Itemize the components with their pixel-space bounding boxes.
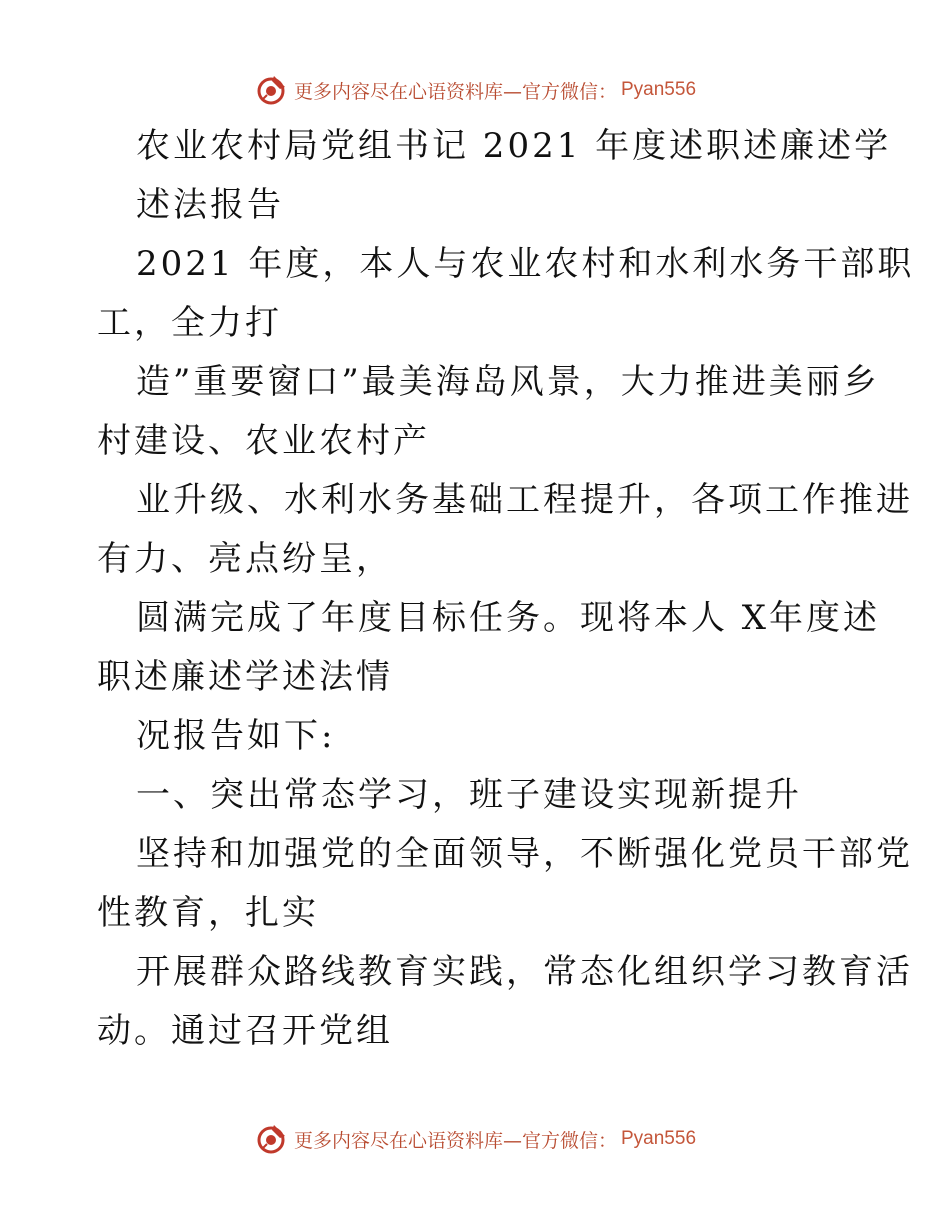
brand-logo-icon <box>254 1121 290 1157</box>
paragraph-line: 开展群众路线教育实践，常态化组织学习教育活 <box>136 952 913 992</box>
section-heading: 一、突出常态学习，班子建设实现新提升 <box>136 775 802 815</box>
paragraph-line: 性教育，扎实 <box>97 893 319 933</box>
watermark-text: 更多内容尽在心语资料库—官方微信： <box>293 1129 617 1152</box>
paragraph-line: 工，全力打 <box>97 303 282 343</box>
header-watermark <box>0 70 950 110</box>
paragraph-line: 坚持和加强党的全面领导，不断强化党员干部党 <box>136 834 913 874</box>
document-body <box>97 117 915 1061</box>
paragraph-line: 造”重要窗口”最美海岛风景，大力推进美丽乡 <box>136 362 880 402</box>
paragraph-line: 况报告如下: <box>136 716 336 756</box>
paragraph-line: 业升级、水利水务基础工程提升，各项工作推进 <box>136 480 913 520</box>
paragraph-line: 有力、亮点纷呈， <box>97 539 393 579</box>
brand-logo-icon <box>254 72 290 108</box>
watermark-wechat-id: Pyan556 <box>621 79 697 100</box>
paragraph-line: 动。通过召开党组 <box>97 1011 393 1051</box>
footer-watermark <box>0 1119 950 1159</box>
paragraph-line: 职述廉述学述法情 <box>97 657 393 697</box>
watermark-wechat-id: Pyan556 <box>621 1128 697 1149</box>
paragraph-line: 圆满完成了年度目标任务。现将本人 X年度述 <box>136 598 881 638</box>
title-line-1: 农业农村局党组书记 2021 年度述职述廉述学 <box>136 126 892 166</box>
watermark-text: 更多内容尽在心语资料库—官方微信： <box>293 80 617 103</box>
paragraph-line: 村建设、农业农村产 <box>97 421 430 461</box>
paragraph-line: 2021 年度，本人与农业农村和水利水务干部职 <box>136 244 915 284</box>
title-line-2: 述法报告 <box>136 185 284 225</box>
